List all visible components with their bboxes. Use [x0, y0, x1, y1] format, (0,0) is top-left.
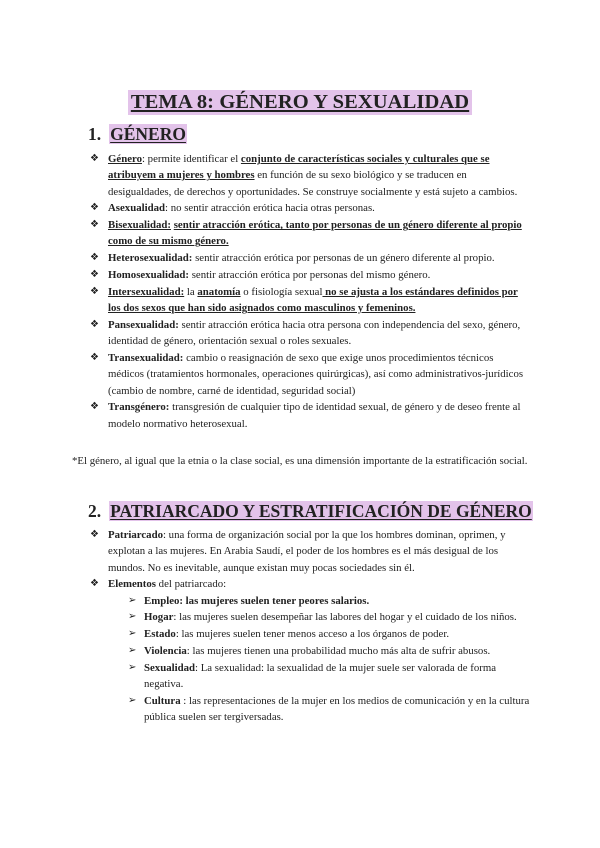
- term-pansexualidad: Pansexualidad:: [108, 318, 179, 331]
- sub-list-item: [128, 626, 530, 642]
- diamond-bullet-icon: ❖: [90, 578, 99, 590]
- list-item: [90, 284, 530, 317]
- term-transgenero: Transgénero:: [108, 401, 170, 414]
- diamond-bullet-icon: ❖: [90, 269, 99, 281]
- arrow-bullet-icon: ➢: [128, 645, 137, 657]
- section-1-note: *El género, al igual que la etnia o la clase social, es una dimensión importante de la estratificación social.: [72, 455, 528, 467]
- item-text: : no sentir atracción erótica hacia otras personas.: [165, 202, 375, 215]
- sub-list-item: [128, 660, 530, 693]
- section-2-list: [90, 527, 530, 726]
- diamond-bullet-icon: ❖: [90, 252, 99, 264]
- item-text: : las representaciones de la mujer en los medios de comunicación y en la cultura pública suelen ser tergiversadas.: [144, 694, 530, 724]
- term-bisexualidad: Bisexualidad:: [108, 219, 171, 232]
- item-text: : La sexualidad: la sexualidad de la mujer suele ser valorada de forma negativa.: [144, 661, 497, 691]
- item-text: sentir atracción erótica por personas del mismo género.: [189, 269, 431, 282]
- item-text: sentir atracción erótica por personas de un género diferente al propio.: [192, 252, 495, 265]
- term-cultura: Cultura: [144, 694, 181, 707]
- diamond-bullet-icon: ❖: [90, 153, 99, 164]
- list-item: [90, 527, 530, 576]
- item-text: cambio o reasignación de sexo que exige unos procedimientos técnicos médicos (tratamientos hormonales, operaciones quirúrgicas), así como administrativos-jurídicos (cambio de nombre, carné de identidad, seguridad social): [108, 352, 524, 397]
- list-item: [90, 317, 530, 350]
- diamond-bullet-icon: ❖: [90, 202, 99, 214]
- term-violencia: Violencia: [144, 645, 187, 658]
- item-text: transgresión de cualquier tipo de identidad sexual, de género y de deseo frente al modelo normativo heterosexual.: [108, 401, 521, 430]
- sub-list-item: [128, 593, 530, 609]
- diamond-bullet-icon: ❖: [90, 401, 99, 413]
- arrow-bullet-icon: ➢: [128, 611, 137, 623]
- elementos-sublist: [108, 593, 530, 726]
- term-patriarcado: Patriarcado: [108, 529, 163, 541]
- term-sexualidad: Sexualidad: [144, 661, 196, 674]
- section-1-list: [90, 151, 530, 433]
- sub-list-item: [128, 609, 530, 625]
- term-estado: Estado: [144, 628, 176, 641]
- diamond-bullet-icon: ❖: [90, 219, 99, 231]
- item-text: en función de su sexo biológico y se traducen en desigualdades, de derechos y oportunidades. Se construye socialmente y está sujeto a cambios.: [108, 169, 518, 198]
- term-intersexualidad: Intersexualidad:: [108, 285, 185, 298]
- item-text: : las mujeres suelen tener menos acceso a los órganos de poder.: [175, 628, 450, 641]
- item-text: o fisiología sexual: [240, 285, 323, 298]
- item-text: sentir atracción erótica hacia otra persona con independencia del sexo, género, identidad de género, orientación sexual o roles sexuales.: [108, 318, 521, 348]
- list-item: [90, 217, 530, 250]
- section-2-heading: [88, 501, 533, 522]
- item-text: : una forma de organización social por la que los hombres dominan, oprimen, y explotan a las mujeres. En Arabia Saudí, el poder de los hombres es el más desigual de los mundos. No es inevitable, aunque existan muy pocas sociedades sin él.: [108, 529, 506, 574]
- list-item: [90, 250, 530, 266]
- arrow-bullet-icon: ➢: [128, 661, 137, 673]
- section-2-label: PATRIARCADO Y ESTRATIFICACIÓN DE GÉNERO: [110, 501, 532, 521]
- term-elementos: Elementos: [108, 578, 156, 591]
- list-item: [90, 399, 530, 432]
- diamond-bullet-icon: ❖: [90, 318, 99, 330]
- section-1-number: 1.: [88, 124, 102, 144]
- sub-list-item: [128, 693, 530, 726]
- item-text: del patriarcado:: [155, 578, 227, 591]
- arrow-bullet-icon: ➢: [128, 594, 137, 606]
- item-emphasis: no se ajusta a los estándares definidos por los dos sexos que han sido asignados como masculinos y femeninos.: [108, 285, 518, 315]
- item-emphasis: anatomía: [197, 285, 241, 298]
- item-text: : las mujeres suelen desempeñar las labores del hogar y el cuidado de los niños.: [173, 611, 517, 624]
- list-item: [90, 350, 530, 399]
- page-title: TEMA 8: GÉNERO Y SEXUALIDAD: [128, 90, 472, 115]
- item-text: : las mujeres tienen una probabilidad mucho más alta de sufrir abusos.: [186, 645, 491, 658]
- term-homosexualidad: Homosexualidad:: [108, 269, 189, 282]
- arrow-bullet-icon: ➢: [128, 694, 137, 706]
- list-item: [90, 576, 530, 725]
- section-1-label: GÉNERO: [110, 124, 186, 144]
- item-emphasis: conjunto de características sociales y culturales que se atribuyem a mujeres y hombres: [108, 153, 490, 182]
- list-item: [90, 200, 530, 216]
- diamond-bullet-icon: ❖: [90, 529, 99, 540]
- term-genero: Género: [108, 153, 142, 165]
- arrow-bullet-icon: ➢: [128, 628, 137, 640]
- section-2-number: 2.: [88, 501, 102, 521]
- item-emphasis: sentir atracción erótica, tanto por personas de un género diferente al propio como de su mismo género.: [108, 219, 522, 248]
- title-wrap: [0, 90, 600, 115]
- term-transexualidad: Transexualidad:: [108, 352, 184, 365]
- list-item: [90, 267, 530, 283]
- item-text: la: [184, 285, 198, 298]
- section-1-heading: [88, 124, 187, 145]
- term-heterosexualidad: Heterosexualidad:: [108, 252, 193, 265]
- term-empleo: Empleo: las mujeres suelen tener peores salarios.: [144, 594, 370, 607]
- item-text: : permite identificar el: [141, 153, 241, 165]
- diamond-bullet-icon: ❖: [90, 352, 99, 364]
- diamond-bullet-icon: ❖: [90, 285, 99, 297]
- list-item: [90, 151, 530, 200]
- term-hogar: Hogar: [144, 611, 174, 624]
- term-asexualidad: Asexualidad: [108, 202, 165, 215]
- sub-list-item: [128, 643, 530, 659]
